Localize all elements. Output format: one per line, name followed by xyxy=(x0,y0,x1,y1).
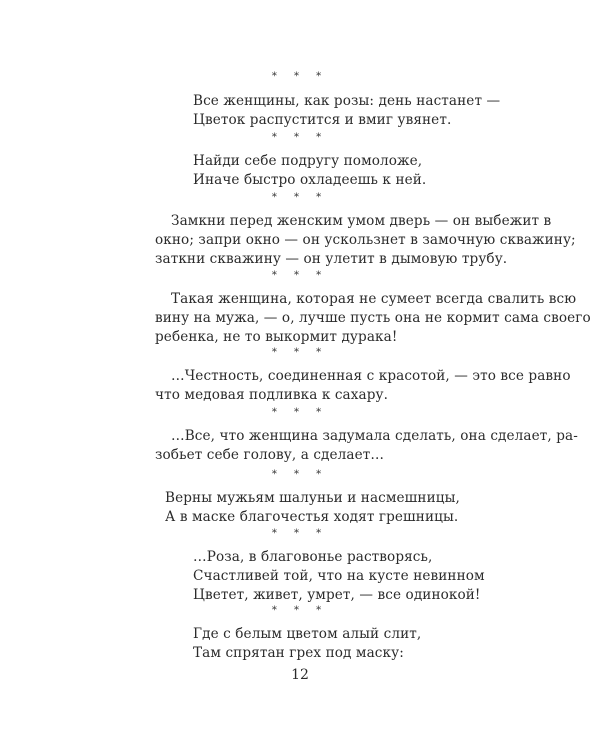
verse-block xyxy=(193,152,426,190)
prose-line: …Честность, соединенная с красотой, — это все равно xyxy=(171,368,571,384)
verse-line: Цветет, живет, умрет, — все одинокой! xyxy=(193,587,481,603)
verse-block xyxy=(165,489,460,527)
prose-line: что медовая подливка к сахару. xyxy=(155,387,389,403)
section-separator: * * * xyxy=(271,528,329,539)
verse-line: …Роза, в благовонье растворясь, xyxy=(193,549,433,565)
verse-line: Все женщины, как розы: день настанет — xyxy=(193,93,501,109)
section-separator: * * * xyxy=(271,270,329,281)
prose-paragraph xyxy=(155,427,578,465)
section-separator: * * * xyxy=(271,192,329,203)
verse-block xyxy=(193,92,500,130)
section-separator: * * * xyxy=(271,132,329,143)
page-number: 12 xyxy=(291,667,309,683)
section-separator: * * * xyxy=(271,407,329,418)
verse-block xyxy=(193,625,421,663)
section-separator: * * * xyxy=(271,71,329,82)
prose-line: Такая женщина, которая не сумеет всегда свалить всю xyxy=(171,291,577,307)
section-separator: * * * xyxy=(271,347,329,358)
verse-line: Найди себе подругу помоложе, xyxy=(193,153,423,169)
prose-line: вину на мужа, — о, лучше пусть она не кормит сама своего xyxy=(155,310,591,326)
verse-line: Где с белым цветом алый слит, xyxy=(193,626,422,642)
prose-paragraph xyxy=(155,367,571,405)
verse-line: Иначе быстро охладеешь к ней. xyxy=(193,172,427,188)
prose-paragraph xyxy=(155,290,591,347)
prose-line: …Все, что женщина задумала сделать, она сделает, ра- xyxy=(171,428,578,444)
prose-line: заткни скважину — он улетит в дымовую трубу. xyxy=(155,251,508,267)
prose-paragraph xyxy=(155,212,576,269)
verse-line: Счастливей той, что на кусте невинном xyxy=(193,568,485,584)
prose-line: окно; запри окно — он ускользнет в замочную скважину; xyxy=(155,232,576,248)
verse-block xyxy=(193,548,485,605)
prose-line: ребенка, не то выкормит дурака! xyxy=(155,329,398,345)
prose-line: зобьет себе голову, а сделает… xyxy=(155,447,385,463)
verse-line: А в маске благочестья ходят грешницы. xyxy=(165,509,459,525)
prose-line: Замкни перед женским умом дверь — он выбежит в xyxy=(171,213,552,229)
section-separator: * * * xyxy=(271,605,329,616)
verse-line: Цветок распустится и вмиг увянет. xyxy=(193,112,452,128)
verse-line: Там спрятан грех под маску: xyxy=(193,645,404,661)
verse-line: Верны мужьям шалуньи и насмешницы, xyxy=(165,490,460,506)
section-separator: * * * xyxy=(271,469,329,480)
